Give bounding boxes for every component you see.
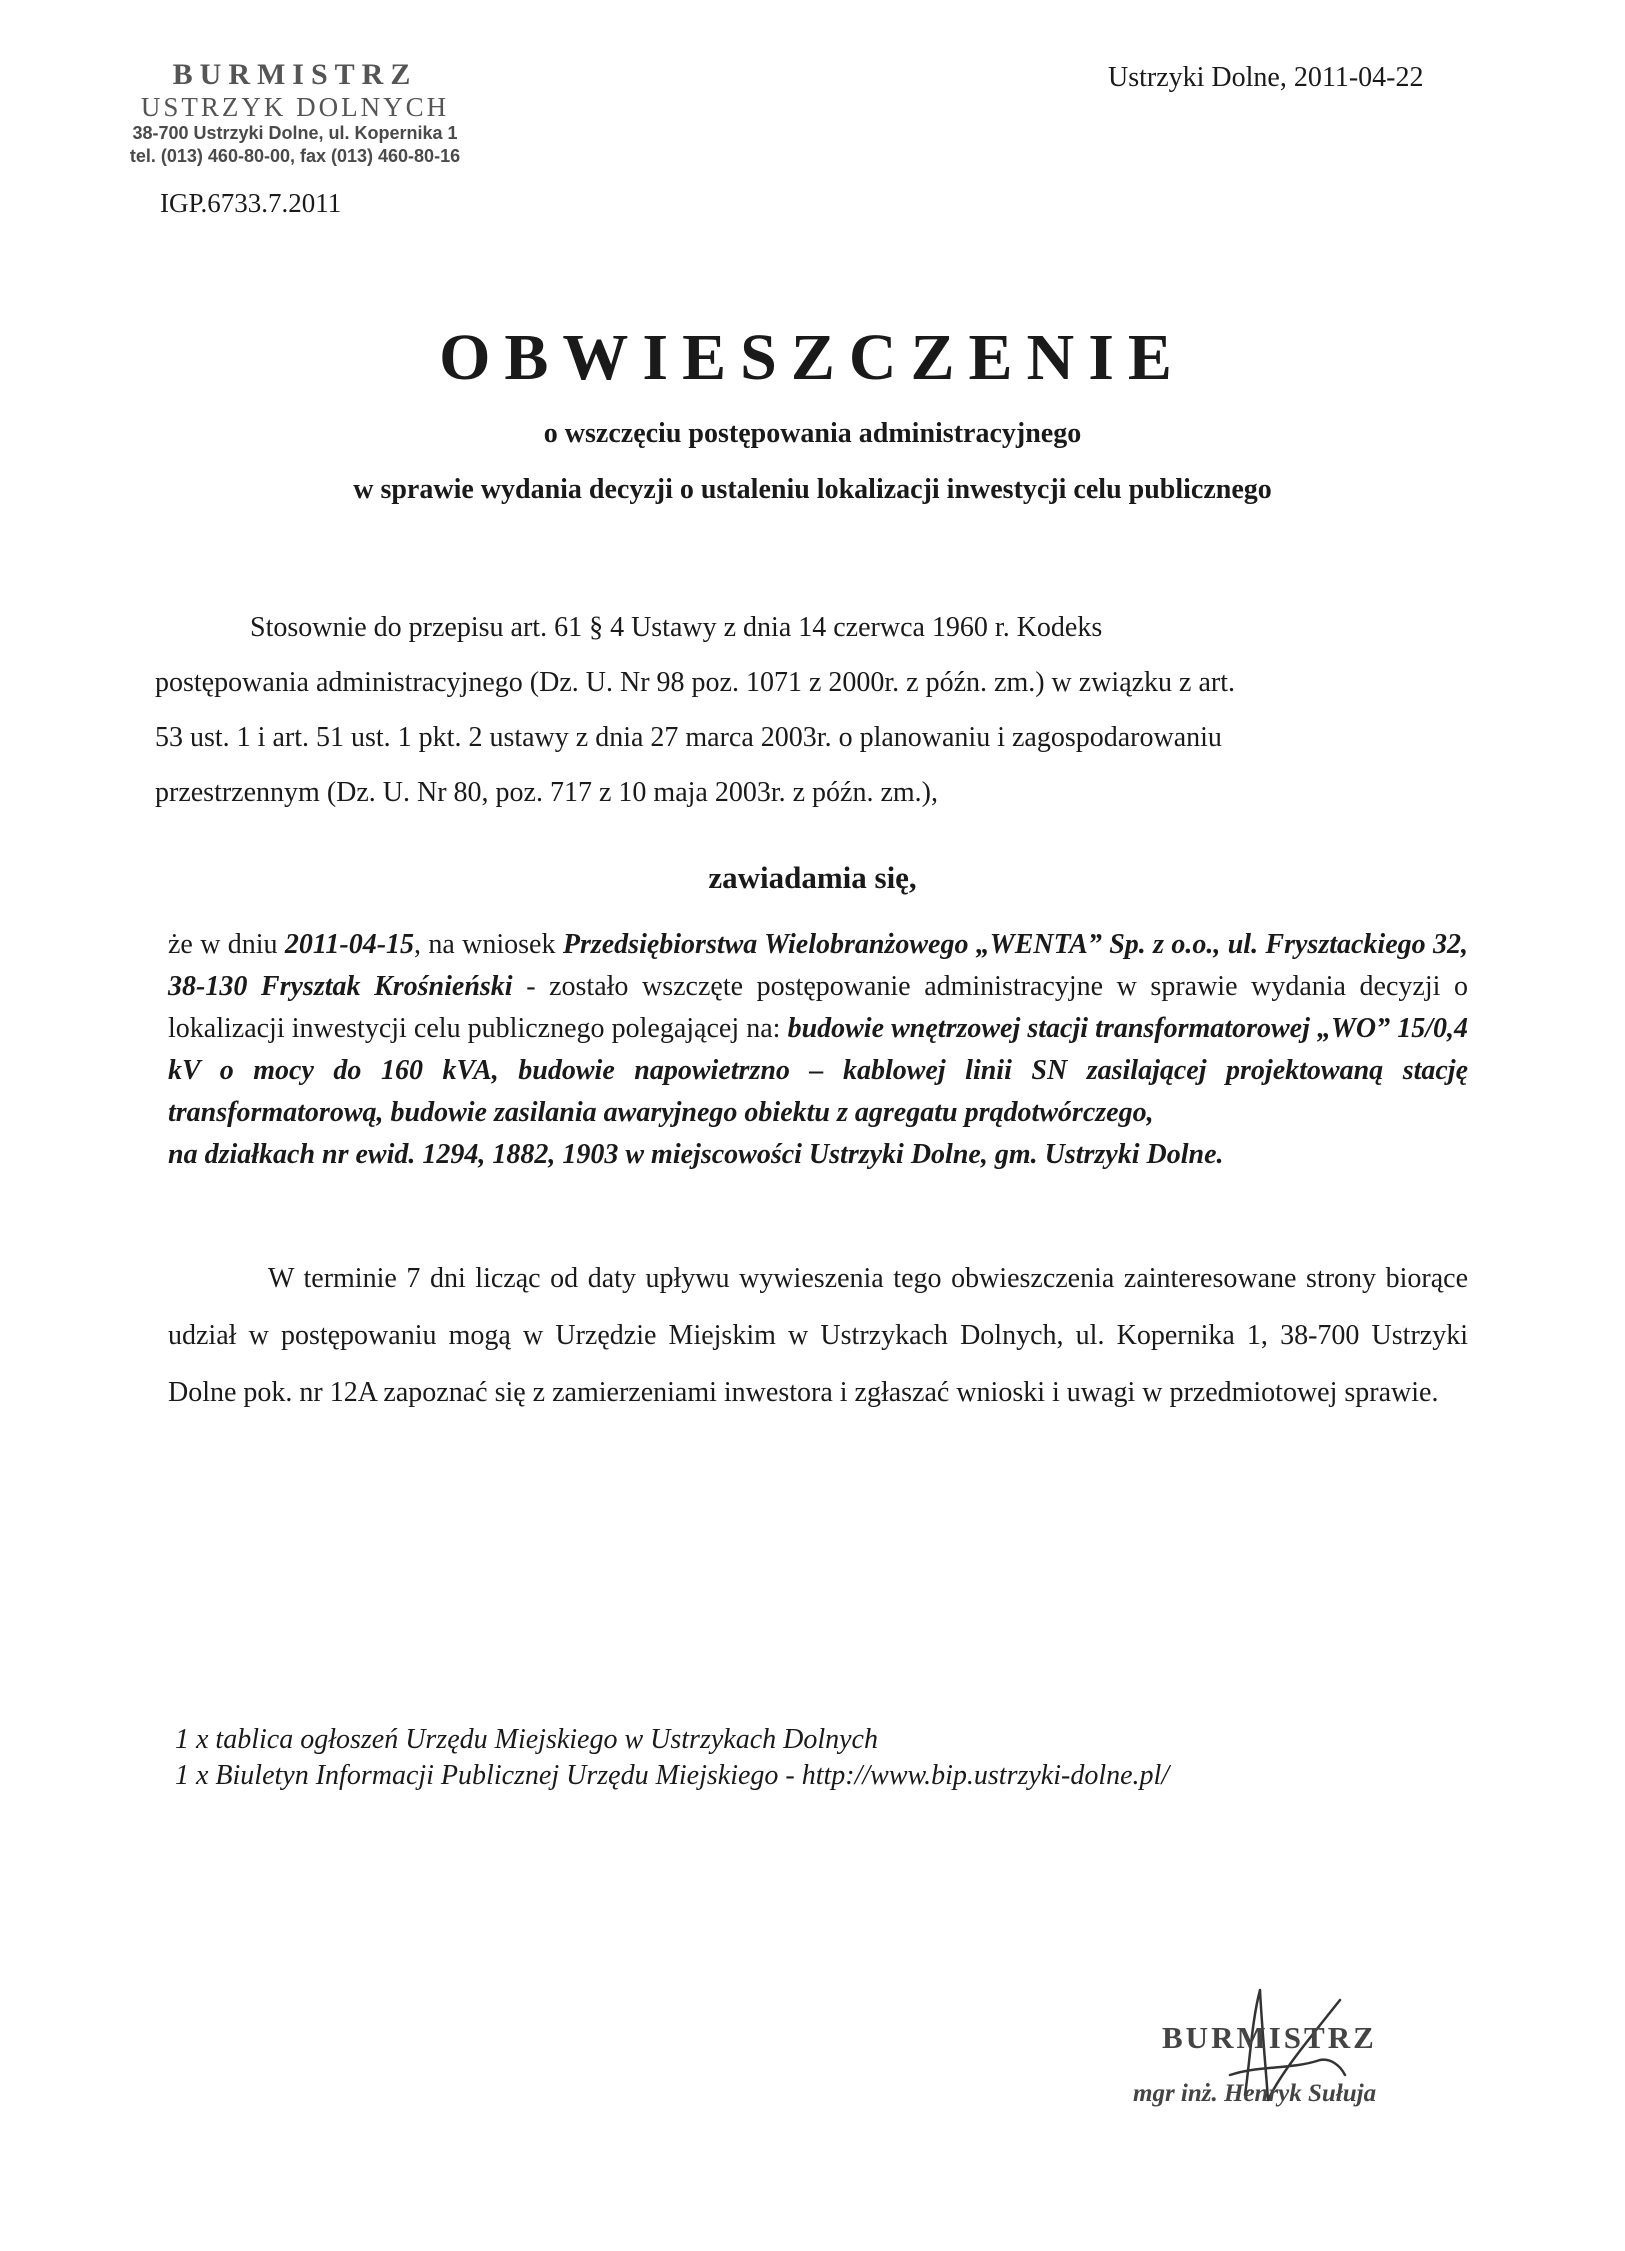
reference-number: IGP.6733.7.2011 — [160, 188, 342, 218]
document-title: OBWIESZCZENIE — [439, 321, 1186, 394]
distribution-list — [175, 1722, 1169, 1794]
stamp-town: USTRZYK DOLNYCH — [140, 92, 450, 122]
announcement-heading: zawiadamia się, — [708, 860, 917, 895]
signatory-title: BURMISTRZ — [1162, 2020, 1377, 2055]
place-date: Ustrzyki Dolne, 2011-04-22 — [1108, 62, 1424, 93]
signatory-name: mgr inż. Henryk Sułuja — [1133, 2080, 1377, 2107]
notice-text-2: , na wniosek — [414, 929, 563, 960]
plot-numbers: na działkach nr ewid. 1294, 1882, 1903 w miejscowości Ustrzyki Dolne, gm. Ustrzyki Dolne. — [168, 1139, 1224, 1170]
distribution-item: 1 x tablica ogłoszeń Urzędu Miejskiego w Ustrzykach Dolnych — [175, 1724, 878, 1755]
document-subtitle-1: o wszczęciu postępowania administracyjnego — [543, 418, 1082, 449]
stamp-address: 38-700 Ustrzyki Dolne, ul. Kopernika 1 — [132, 123, 458, 143]
notice-text-3: - zostało wszczęte postępowanie administracyjne w sprawie wydania decyzji o lokalizacji inwestycji celu publicznego polegającej na: — [168, 971, 1468, 1044]
deadline-paragraph — [168, 1250, 1468, 1421]
legal-basis-line-3: 53 ust. 1 i art. 51 ust. 1 pkt. 2 ustawy z dnia 27 marca 2003r. o planowaniu i zagospodarowaniu — [155, 722, 1222, 753]
distribution-item: 1 x Biuletyn Informacji Publicznej Urzędu Miejskiego - http://www.bip.ustrzyki-dolne.pl/ — [175, 1760, 1170, 1791]
deadline-text: W terminie 7 dni licząc od daty upływu wywieszenia tego obwieszczenia zainteresowane strony biorące udział w postępowaniu mogą w Urzędzie Miejskim w Ustrzykach Dolnych, ul. Kopernika 1, 38-700 Ustrzyki Dolne pok. nr 12A zapoznać się z zamierzeniami inwestora i zgłaszać wnioski i uwagi w przedmiotowej sprawie. — [168, 1263, 1468, 1408]
legal-basis-line-4: przestrzennym (Dz. U. Nr 80, poz. 717 z 10 maja 2003r. z późn. zm.), — [155, 777, 938, 808]
applicant-name: Przedsiębiorstwa Wielobranżowego „WENTA” Sp. z o.o., ul. Frysztackiego 32, 38-130 Frysztak Krośnieński — [168, 929, 1468, 1002]
document-subtitle-2: w sprawie wydania decyzji o ustaleniu lokalizacji inwestycji celu publicznego — [353, 474, 1272, 505]
stamp-title: BURMISTRZ — [172, 58, 418, 91]
stamp-phone: tel. (013) 460-80-00, fax (013) 460-80-16 — [129, 146, 461, 166]
investment-description: budowie wnętrzowej stacji transformatorowej „WO” 15/0,4 kV o mocy do 160 kVA, budowie napowietrzno – kablowej linii SN zasilającej projektowaną stację transformatorową, budowie zasilania awaryjnego obiektu z agregatu prądotwórczego, — [168, 1013, 1468, 1128]
notice-paragraph — [168, 924, 1468, 1176]
office-stamp — [110, 58, 480, 168]
legal-basis-line-1: Stosownie do przepisu art. 61 § 4 Ustawy z dnia 14 czerwca 1960 r. Kodeks — [250, 612, 1103, 643]
legal-basis-line-2: postępowania administracyjnego (Dz. U. Nr 98 poz. 1071 z 2000r. z późn. zm.) w związku z art. — [155, 667, 1236, 698]
notice-text-1: że w dniu — [168, 929, 285, 960]
legal-basis-paragraph — [155, 600, 1465, 820]
notice-date: 2011-04-15 — [284, 929, 415, 960]
